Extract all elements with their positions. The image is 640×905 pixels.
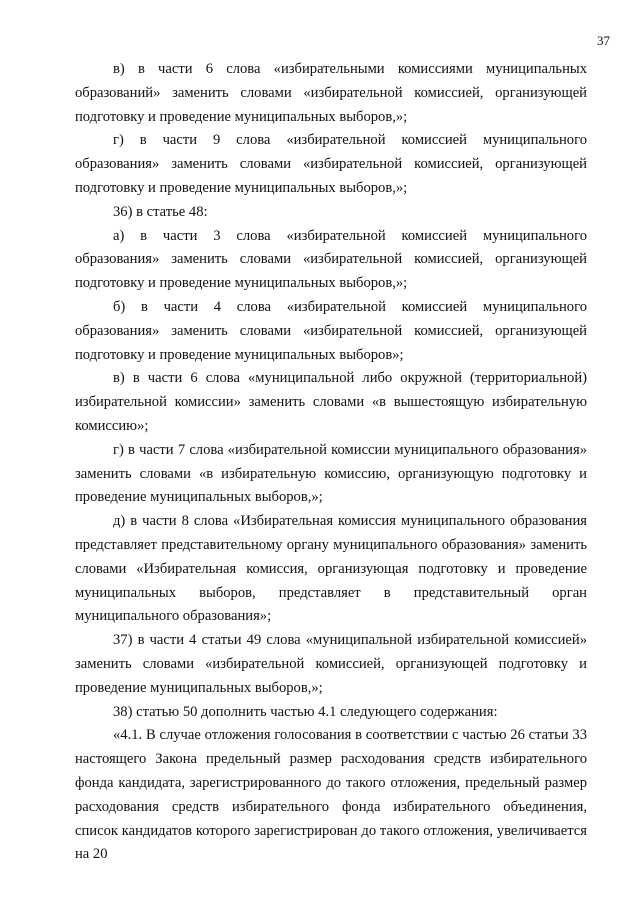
paragraph-new-part-4-1: «4.1. В случае отложения голосования в соответствии с частью 26 статьи 33 настоящего Закона предельный размер расходования средств избирательного фонда кандидата, зарегистрированного до такого отложения, предельный размер расходования средств избирательного фонда избирательного объединения, список кандидатов которого зарегистрирован до такого отложения, увеличивается на 20 <box>75 727 587 863</box>
paragraph-amendment-b-part-4: б) в части 4 слова «избирательной комиссией муниципального образования» заменить словами «избирательной комиссией, организующей подготовку и проведение муниципальных выборов»; <box>75 298 587 363</box>
paragraph-amendment-g-part-7: г) в части 7 слова «избирательной комиссии муниципального образования» заменить словами «в избирательную комиссию, организующую подготовку и проведение муниципальных выборов,»; <box>75 441 587 506</box>
paragraph-amendment-g-part-9: г) в части 9 слова «избирательной комиссией муниципального образования» заменить словами «избирательной комиссией, организующей подготовку и проведение муниципальных выборов,»; <box>75 132 587 196</box>
document-body <box>75 58 587 867</box>
paragraph-item-36-heading: 36) в статье 48: <box>113 203 208 220</box>
paragraph-amendment-v-part-6: в) в части 6 слова «избирательными комиссиями муниципальных образований» заменить словами «избирательной комиссией, организующей подготовку и проведение муниципальных выборов,»; <box>75 61 587 125</box>
paragraph-amendment-a-part-3: а) в части 3 слова «избирательной комиссией муниципального образования» заменить словами «избирательной комиссией, организующей подготовку и проведение муниципальных выборов,»; <box>75 227 587 292</box>
paragraph-amendment-d-part-8: д) в части 8 слова «Избирательная комиссия муниципального образования представляет представительному органу муниципального образования» заменить словами «Избирательная комиссия, организующая подготовку и проведение муниципальных выборов, представляет в представительный орган муниципального образования»; <box>75 513 587 625</box>
paragraph-item-37: 37) в части 4 статьи 49 слова «муниципальной избирательной комиссией» заменить словами «избирательной комиссией, организующей подготовку и проведение муниципальных выборов,»; <box>75 632 587 696</box>
page-number: 37 <box>597 33 610 48</box>
paragraph-item-38: 38) статью 50 дополнить частью 4.1 следующего содержания: <box>113 703 498 720</box>
paragraph-amendment-v-part-6-art-48: в) в части 6 слова «муниципальной либо окружной (территориальной) избирательной комиссии» заменить словами «в вышестоящую избирательную комиссию»; <box>75 370 587 434</box>
